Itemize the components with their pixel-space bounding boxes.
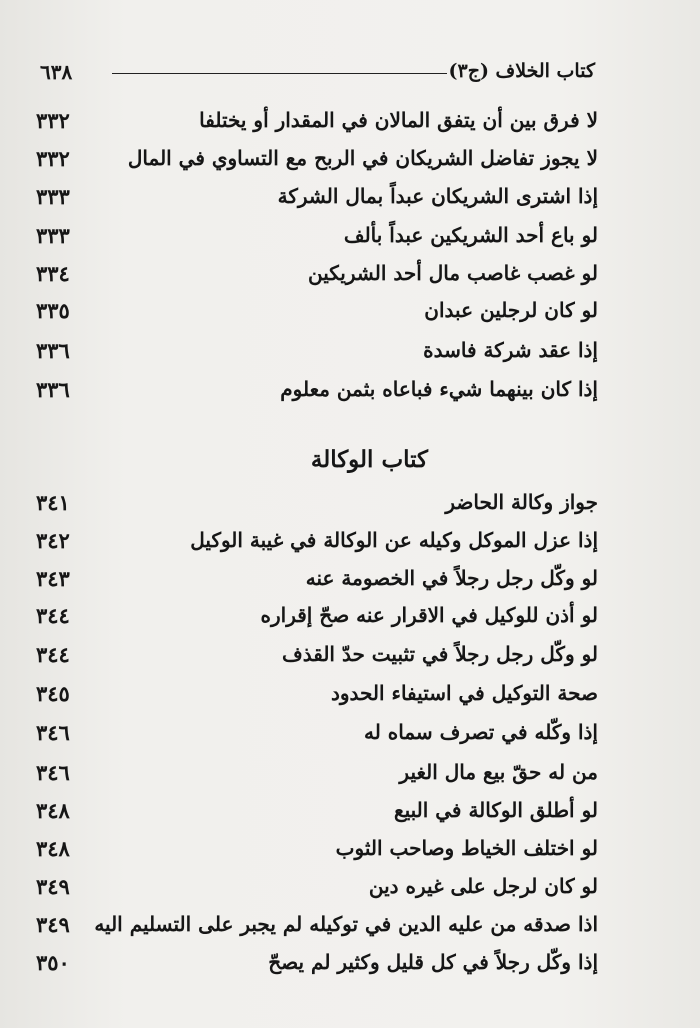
entry-title: إذا عقد شركة فاسدة xyxy=(423,338,598,362)
index-entry xyxy=(36,338,598,372)
entry-page-number: ٣٣٤ xyxy=(36,261,70,286)
index-entry xyxy=(36,261,598,295)
entry-page-number: ٣٥٠ xyxy=(36,950,70,975)
entry-title: لو اختلف الخياط وصاحب الثوب xyxy=(335,836,598,860)
index-entry xyxy=(36,760,598,794)
entry-page-number: ٣٣٣ xyxy=(36,184,70,209)
entry-title: من له حقّ بيع مال الغير xyxy=(399,760,598,784)
entry-title: لو أذن للوكيل في الاقرار عنه صحّ إقراره xyxy=(260,603,598,627)
entry-page-number: ٣٤٢ xyxy=(36,528,70,553)
index-entry xyxy=(36,146,598,180)
entry-page-number: ٣٣٦ xyxy=(36,338,70,363)
entry-page-number: ٣٤٥ xyxy=(36,681,70,706)
entry-title: لو باع أحد الشريكين عبداً بألف xyxy=(343,223,598,247)
entry-title: لو أطلق الوكالة في البيع xyxy=(393,798,598,822)
page-number: ٦٣٨ xyxy=(40,60,73,84)
section-heading: كتاب الوكالة xyxy=(310,446,428,473)
entry-title: إذا عزل الموكل وكيله عن الوكالة في غيبة الوكيل xyxy=(190,528,598,552)
page-header xyxy=(40,60,595,90)
entry-page-number: ٣٤٤ xyxy=(36,642,70,667)
index-entry xyxy=(36,950,598,984)
entry-title: إذا وكّل رجلاً في كل قليل وكثير لم يصحّ xyxy=(268,950,598,974)
entry-title: لو وكّل رجل رجلاً في الخصومة عنه xyxy=(305,566,598,590)
entry-page-number: ٣٣٣ xyxy=(36,223,70,248)
entry-title: لا فرق بين أن يتفق المالان في المقدار أو يختلفا xyxy=(199,108,598,132)
entry-title: لو كان لرجلين عبدان xyxy=(424,298,598,322)
entry-title: إذا وكّله في تصرف سماه له xyxy=(364,720,598,744)
entry-page-number: ٣٣٢ xyxy=(36,108,70,133)
entry-page-number: ٣٤٣ xyxy=(36,566,70,591)
entry-page-number: ٣٤٨ xyxy=(36,798,70,823)
entry-page-number: ٣٤١ xyxy=(36,490,70,515)
index-entry xyxy=(36,720,598,754)
entry-title: إذا كان بينهما شيء فباعاه بثمن معلوم xyxy=(280,377,598,401)
index-entry xyxy=(36,108,598,142)
entry-page-number: ٣٤٨ xyxy=(36,836,70,861)
entry-title: لو وكّل رجل رجلاً في تثبيت حدّ القذف xyxy=(281,642,598,666)
index-entry xyxy=(36,184,598,218)
index-entry xyxy=(36,566,598,600)
index-entry xyxy=(36,874,598,908)
entry-title: صحة التوكيل في استيفاء الحدود xyxy=(330,681,598,705)
index-entry xyxy=(36,603,598,637)
entry-title: إذا اشترى الشريكان عبداً بمال الشركة xyxy=(277,184,598,208)
index-entry xyxy=(36,528,598,562)
index-entry xyxy=(36,377,598,411)
index-entry xyxy=(36,223,598,257)
entry-page-number: ٣٣٢ xyxy=(36,146,70,171)
header-rule xyxy=(112,73,447,74)
index-entry xyxy=(36,298,598,332)
index-entry xyxy=(36,836,598,870)
entry-title: لو كان لرجل على غيره دين xyxy=(368,874,598,898)
entry-title: لو غصب غاصب مال أحد الشريكين xyxy=(307,261,598,285)
entry-page-number: ٣٤٤ xyxy=(36,603,70,628)
entry-title: جواز وكالة الحاضر xyxy=(445,490,598,514)
index-entry xyxy=(36,912,598,946)
entry-title: اذا صدقه من عليه الدين في توكيله لم يجبر على التسليم اليه xyxy=(94,912,598,936)
entry-page-number: ٣٤٦ xyxy=(36,760,70,785)
index-entry xyxy=(36,681,598,715)
index-entry xyxy=(36,798,598,832)
entry-page-number: ٣٣٥ xyxy=(36,298,70,323)
index-entry xyxy=(36,490,598,524)
entry-page-number: ٣٤٩ xyxy=(36,874,70,899)
entry-page-number: ٣٤٦ xyxy=(36,720,70,745)
running-title: كتاب الخلاف (ج٣) xyxy=(448,60,595,82)
entry-page-number: ٣٣٦ xyxy=(36,377,70,402)
entry-page-number: ٣٤٩ xyxy=(36,912,70,937)
entry-title: لا يجوز تفاضل الشريكان في الربح مع التساوي في المال xyxy=(127,146,598,170)
index-entry xyxy=(36,642,598,676)
